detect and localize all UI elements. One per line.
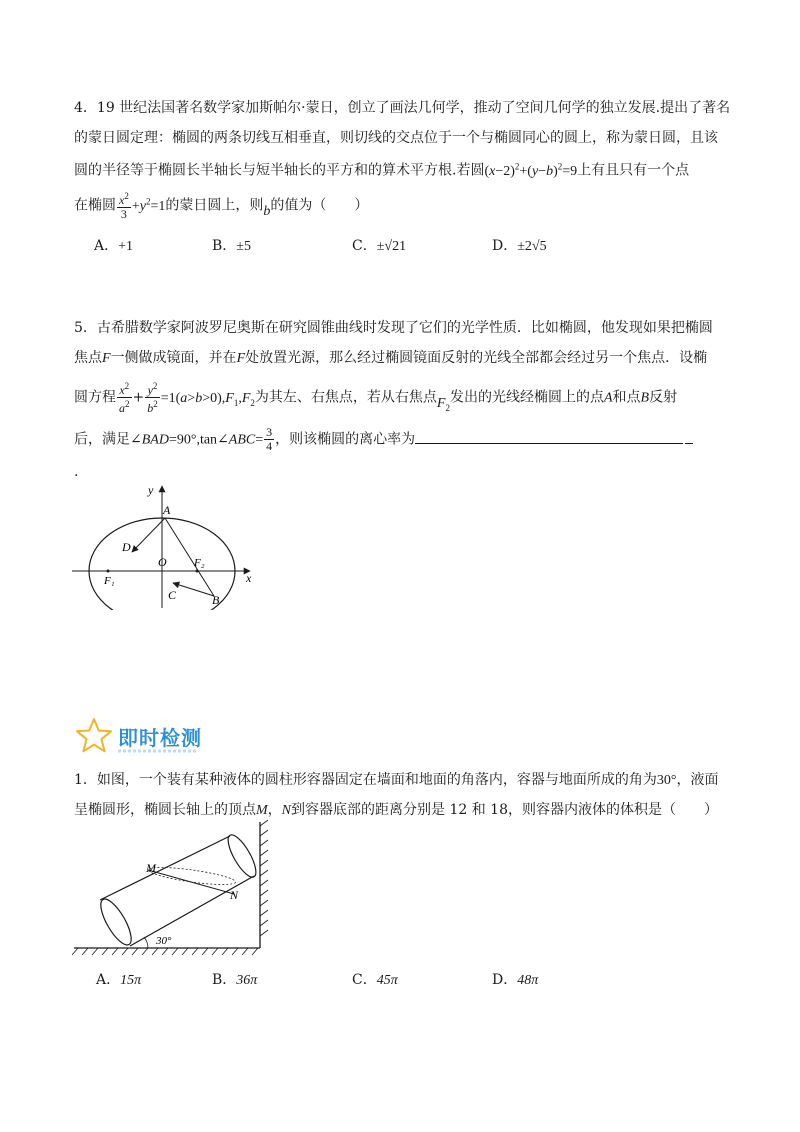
q5-var-A: A	[603, 390, 613, 406]
q4-option-c-value: ±√21	[376, 239, 407, 254]
q4-var-b: b	[263, 203, 271, 219]
q4-line-3-tail: 上有且只有一个点	[577, 162, 690, 179]
p1-option-b-value: 36π	[236, 973, 258, 988]
q4-option-b-value: ±5	[236, 239, 251, 254]
ray-a-d	[132, 518, 165, 552]
label-d: D	[122, 540, 131, 554]
point-f2	[196, 570, 199, 573]
q5-line-2-pre: 焦点	[74, 350, 102, 366]
label-b: B	[212, 593, 220, 607]
label-y: y	[148, 483, 154, 497]
label-o: O	[158, 555, 167, 569]
q4-option-c[interactable]	[352, 236, 406, 257]
q5-answer-blank-tail	[685, 429, 693, 444]
q4-circle-equation: $(x-2)^2+(y-b)^2=9$	[484, 161, 578, 179]
q4-line-1: 4．19 世纪法国著名数学家加斯帕尔·蒙日，创立了画法几何学，推动了空间几何学的独立发展.提出了著名	[74, 100, 731, 116]
section-title-underline	[118, 748, 198, 754]
q4-line-2: 的蒙日圆定理：椭圆的两条切线互相垂直，则切线的交点位于一个与椭圆同心的圆上，称为蒙日圆，且该	[74, 130, 718, 146]
q4-option-a[interactable]	[94, 236, 133, 257]
cylinder-bottom-end	[95, 895, 137, 949]
q4-line-4-mid: 的蒙日圆上，则	[165, 197, 264, 214]
cylinder-top-edge	[100, 836, 230, 900]
label-n: N	[230, 888, 239, 902]
q4-option-a-value: +1	[118, 239, 134, 254]
point-f1	[107, 570, 110, 573]
q5-line-4-pre: 后，满足	[74, 431, 130, 448]
p1-sep: ，	[267, 802, 282, 818]
label-angle: 30°	[156, 935, 172, 947]
q4-option-b[interactable]	[212, 236, 251, 257]
q5-line-4	[74, 426, 693, 453]
q4-option-b-label: B．	[212, 238, 237, 254]
liquid-surface	[148, 864, 237, 888]
q4-line-4-post: 的值为（ ）	[270, 197, 369, 214]
p1-var-n: N	[281, 803, 292, 818]
q5-x-fraction: $\frac{x^2}{a^2}$	[119, 381, 130, 415]
p1-option-c-value: 45π	[376, 973, 398, 988]
p1-option-d[interactable]	[492, 970, 538, 991]
q4-line-4-pre: 在椭圆	[74, 197, 116, 214]
q4-ellipse-fraction: $\frac{x^2}{3}$	[119, 191, 129, 221]
q5-line-1: 5．古希腊数学家阿波罗尼奥斯在研究圆锥曲线时发现了它们的光学性质．比如椭圆，他发现如果把椭圆	[74, 320, 713, 336]
q5-y-fraction: $\frac{y^2}{b^2}$	[147, 381, 158, 415]
q5-ellipse-condition: $=1(a>b>0),F_1,F_2$	[160, 390, 255, 408]
label-m: M	[146, 861, 156, 875]
q5-answer-blank[interactable]	[415, 429, 683, 444]
section-heading	[74, 712, 234, 760]
p1-angle: 30°	[656, 773, 677, 788]
p1-option-c[interactable]	[352, 970, 398, 991]
q5-line-2-post: 处放置光源，那么经过椭圆镜面反射的光线全部都会经过另一个焦点．设椭	[245, 350, 708, 366]
p1-line-1-post: ，液面	[676, 772, 719, 788]
label-f1: F₁	[104, 575, 115, 587]
q5-line-3-mid: 为其左、右焦点，若从右焦点	[254, 389, 437, 406]
label-a: A	[163, 503, 171, 517]
q5-line-3-pre: 圆方程	[74, 389, 116, 406]
q5-var-F2: $F_2$	[436, 395, 450, 413]
p1-option-a[interactable]	[96, 970, 141, 991]
p1-line-2-post: 到容器底部的距离分别是 12 和 18，则容器内液体的体积是（ ）	[291, 802, 718, 818]
p1-option-d-value: 48π	[517, 973, 539, 988]
ray-b-c	[173, 583, 214, 596]
label-f2: F₂	[194, 557, 205, 569]
q4-option-a-label: A．	[94, 238, 119, 254]
q5-line-2-mid: 一侧做成镜面，并在	[110, 350, 237, 366]
p1-line-2-pre: 呈椭圆形，椭圆长轴上的顶点	[74, 802, 256, 818]
q5-plus: +	[132, 389, 145, 406]
q4-line-3-text: 圆的半径等于椭圆长半轴长与短半轴长的平方和的算术平方根.若圆	[74, 162, 485, 179]
q5-var-B: B	[640, 390, 650, 406]
label-x: x	[246, 571, 252, 585]
q5-var-F: F	[102, 351, 111, 366]
ground-hatching	[72, 948, 258, 955]
q5-line-3-and: 和点	[612, 389, 641, 406]
p1-option-b-label: B．	[212, 972, 237, 988]
q5-angle-condition: ∠BAD=90°,tan∠ABC=	[130, 432, 264, 448]
q5-line-2	[74, 348, 707, 369]
q5-line-3-post: 反射	[649, 389, 678, 406]
liquid-axis	[148, 870, 234, 894]
p1-option-c-label: C．	[352, 972, 377, 988]
label-c: C	[168, 588, 177, 602]
q4-line-4	[74, 190, 368, 221]
p1-var-m: M	[256, 803, 268, 818]
cylinder-bottom-edge	[130, 876, 254, 946]
q5-line-4-post: ，则该椭圆的离心率为	[275, 431, 416, 448]
q5-line-3	[74, 380, 677, 415]
q4-option-c-label: C．	[352, 238, 377, 254]
p1-line-1	[74, 770, 719, 791]
q4-line-3	[74, 156, 689, 182]
angle-arc	[144, 937, 148, 948]
cylinder-top-end	[223, 831, 261, 881]
q4-option-d[interactable]	[492, 236, 547, 257]
p1-option-a-value: 15π	[120, 973, 142, 988]
q4-option-d-label: D．	[492, 238, 518, 254]
q5-line-5: .	[74, 464, 79, 480]
p1-line-1-pre: 1．如图，一个装有某种液体的圆柱形容器固定在墙面和地面的角落内，容器与地面所成的角为	[74, 772, 657, 788]
q4-ellipse-rest: $+y^2=1$	[131, 195, 166, 214]
p1-option-b[interactable]	[212, 970, 257, 991]
section-title: 即时检测	[118, 726, 202, 750]
p1-option-a-label: A．	[96, 972, 121, 988]
p1-option-d-label: D．	[492, 972, 518, 988]
p1-cylinder-figure	[72, 818, 272, 958]
q5-ellipse-figure	[70, 480, 270, 610]
wall-hatching	[260, 820, 268, 936]
star-icon	[74, 716, 114, 756]
q4-option-d-value: ±2√5	[517, 239, 547, 254]
q5-var-F-2: F	[236, 351, 246, 366]
q5-tan-fraction: $\frac{3}{4}$	[266, 425, 273, 453]
q5-line-3-mid2: 发出的光线经椭圆上的点	[449, 389, 604, 406]
